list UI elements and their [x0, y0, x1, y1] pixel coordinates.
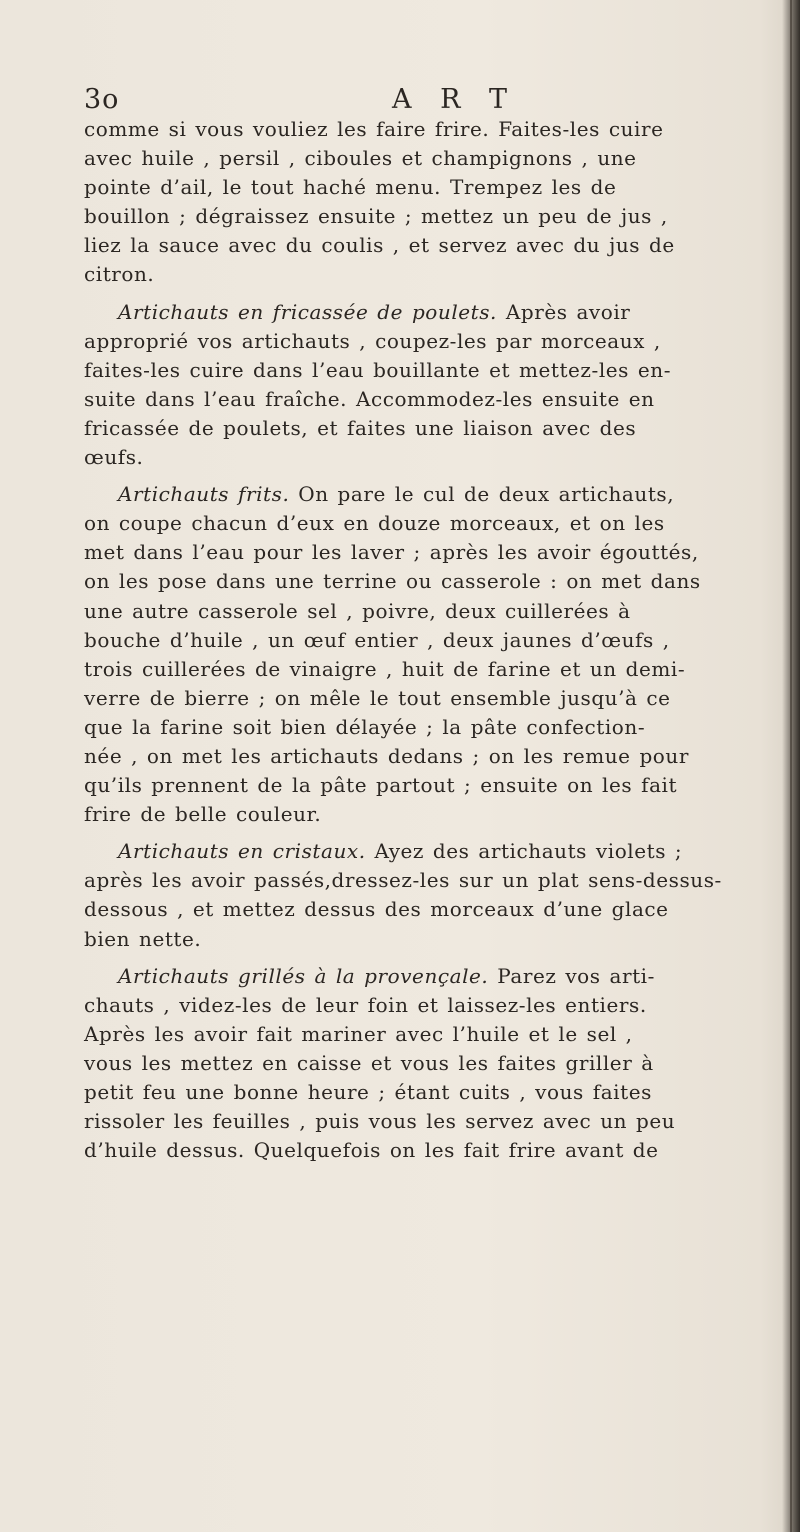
text-line: née , on met les artichauts dedans ; on les remue pour	[84, 743, 689, 768]
text-line: pointe d’ail, le tout haché menu. Trempez les de	[84, 175, 617, 200]
body-text	[84, 115, 780, 1165]
recipe-heading: Artichauts en cristaux.	[118, 839, 366, 864]
page-number: 3o	[84, 84, 120, 115]
paragraph	[84, 962, 780, 1166]
text-line: liez la sauce avec du coulis , et servez avec du jus de	[84, 233, 675, 258]
text-line: rissoler les feuilles , puis vous les servez avec un peu	[84, 1109, 676, 1134]
recipe-heading: Artichauts grillés à la provençale.	[118, 963, 489, 988]
paragraph	[84, 837, 780, 953]
text-line: vous les mettez en caisse et vous les faites griller à	[84, 1050, 654, 1075]
text-line: petit feu une bonne heure ; étant cuits , vous faites	[84, 1080, 652, 1104]
text-line: on les pose dans une terrine ou casserole : on met dans	[84, 569, 701, 594]
text-line: d’huile dessus. Quelquefois on les fait frire avant de	[84, 1138, 659, 1163]
paragraph	[84, 298, 780, 473]
text-line: faites-les cuire dans l’eau bouillante et mettez-les en-	[84, 357, 671, 382]
recipe-heading: Artichauts en fricassée de poulets.	[118, 299, 497, 324]
text-line: dessous , et mettez dessus des morceaux d’une glace	[84, 897, 669, 922]
text-line: après les avoir passés,dressez-les sur un plat sens-dessus-	[84, 868, 722, 893]
text-line: bien nette.	[84, 926, 202, 951]
text-line: citron.	[84, 262, 155, 287]
text-line: chauts , videz-les de leur foin et laissez-les entiers.	[84, 992, 647, 1017]
text-line: qu’ils prennent de la pâte partout ; ensuite on les fait	[84, 773, 678, 798]
text-run: Parez vos arti-	[488, 963, 655, 988]
text-line	[84, 298, 780, 327]
recipe-heading: Artichauts frits.	[118, 482, 290, 507]
text-line	[84, 480, 780, 509]
text-line: frire de belle couleur.	[84, 802, 322, 827]
text-run: On pare le cul de deux artichauts,	[289, 482, 675, 507]
text-line: suite dans l’eau fraîche. Accommodez-les ensuite en	[84, 386, 655, 411]
text-line: avec huile , persil , ciboules et champignons , une	[84, 146, 637, 171]
running-head-title: A R T	[392, 84, 518, 115]
text-line: met dans l’eau pour les laver ; après les avoir égouttés,	[84, 540, 699, 565]
page-binding-edge	[790, 0, 792, 1532]
text-line: bouche d’huile , un œuf entier , deux jaunes d’œufs ,	[84, 627, 670, 652]
text-run: Après avoir	[496, 299, 631, 324]
text-line: une autre casserole sel , poivre, deux cuillerées à	[84, 598, 631, 623]
text-line: que la farine soit bien délayée ; la pâte confection-	[84, 714, 646, 739]
paragraph	[84, 480, 780, 829]
text-line: comme si vous vouliez les faire frire. Faites-les cuire	[84, 117, 664, 141]
text-line: verre de bierre ; on mêle le tout ensemble jusqu’à ce	[84, 685, 671, 710]
text-line: fricassée de poulets, et faites une liaison avec des	[84, 415, 637, 440]
text-line: œufs.	[84, 445, 144, 470]
text-run: Ayez des artichauts violets ;	[365, 839, 683, 864]
text-line: Après les avoir fait mariner avec l’huile et le sel ,	[84, 1021, 633, 1046]
text-line: trois cuillerées de vinaigre , huit de farine et un demi-	[84, 656, 686, 681]
text-line	[84, 962, 780, 991]
text-line	[84, 837, 780, 866]
text-line: on coupe chacun d’eux en douze morceaux, et on les	[84, 511, 665, 536]
paragraph	[84, 115, 780, 290]
text-line: approprié vos artichauts , coupez-les par morceaux ,	[84, 328, 661, 353]
text-line: bouillon ; dégraissez ensuite ; mettez un peu de jus ,	[84, 204, 668, 229]
